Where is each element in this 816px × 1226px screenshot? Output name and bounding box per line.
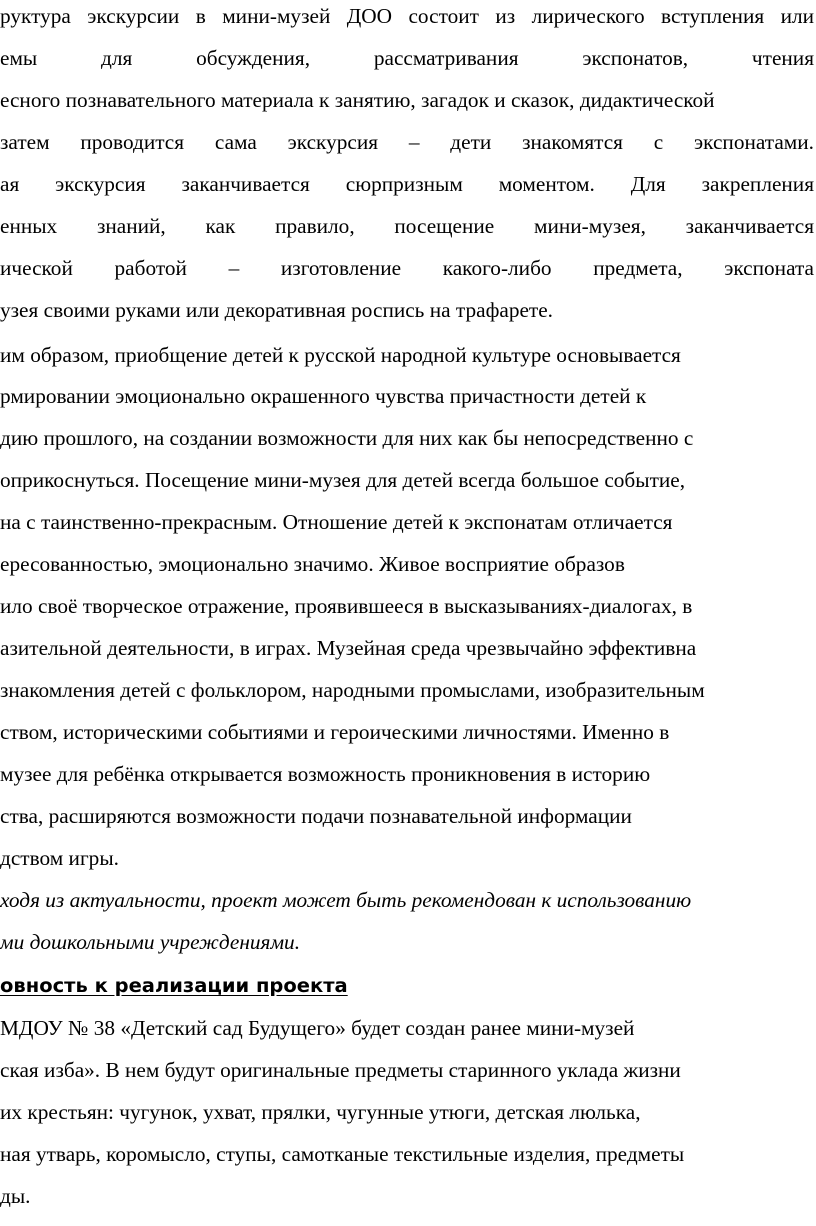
text-line: им образом, приобщение детей к русской народной культуре основывается xyxy=(0,343,681,367)
italic-text-line: ми дошкольными учреждениями. xyxy=(0,930,301,954)
text-line: ической работой – изготовление какого-либо предмета, экспоната xyxy=(0,256,814,280)
text-line: дством игры. xyxy=(0,846,119,870)
text-line: рмировании эмоционально окрашенного чувства причастности детей к xyxy=(0,384,647,408)
text-line: ды. xyxy=(0,1184,31,1208)
text-line: их крестьян: чугунок, ухват, прялки, чугунные утюги, детская люлька, xyxy=(0,1100,641,1124)
text-line: музее для ребёнка открывается возможность проникновения в историю xyxy=(0,762,651,786)
text-line: ная утварь, коромысло, ступы, самотканые текстильные изделия, предметы xyxy=(0,1142,685,1166)
text-line: затем проводится сама экскурсия – дети знакомятся с экспонатами. xyxy=(0,130,814,154)
text-line: ства, расширяются возможности подачи познавательной информации xyxy=(0,804,632,828)
text-line: есного познавательного материала к занятию, загадок и сказок, дидактической xyxy=(0,88,715,112)
text-line: руктура экскурсии в мини-музей ДОО состоит из лирического вступления или xyxy=(0,4,814,28)
text-line: ая экскурсия заканчивается сюрпризным моментом. Для закрепления xyxy=(0,172,814,196)
text-line: ило своё творческое отражение, проявившееся в высказываниях-диалогах, в xyxy=(0,594,693,618)
text-line: дию прошлого, на создании возможности для них как бы непосредственно с xyxy=(0,426,694,450)
text-line: знакомления детей с фольклором, народными промыслами, изобразительным xyxy=(0,678,705,702)
text-line: ересованностью, эмоционально значимо. Живое восприятие образов xyxy=(0,552,625,576)
text-line: оприкоснуться. Посещение мини-музея для детей всегда большое событие, xyxy=(0,468,686,492)
text-line: ская изба». В нем будут оригинальные предметы старинного уклада жизни xyxy=(0,1058,681,1082)
italic-text-line: ходя из актуальности, проект может быть рекомендован к использованию xyxy=(0,888,692,912)
text-line: на с таинственно-прекрасным. Отношение детей к экспонатам отличается xyxy=(0,510,673,534)
text-line: МДОУ № 38 «Детский сад Будущего» будет создан ранее мини-музей xyxy=(0,1016,635,1040)
text-line: азительной деятельности, в играх. Музейная среда чрезвычайно эффективна xyxy=(0,636,697,660)
text-line: емы для обсуждения, рассматривания экспонатов, чтения xyxy=(0,46,814,70)
section-heading: овность к реализации проекта xyxy=(0,974,348,997)
text-line: узея своими руками или декоративная роспись на трафарете. xyxy=(0,298,554,322)
text-line: енных знаний, как правило, посещение мини-музея, заканчивается xyxy=(0,214,814,238)
text-line: ством, историческими событиями и героическими личностями. Именно в xyxy=(0,720,670,744)
